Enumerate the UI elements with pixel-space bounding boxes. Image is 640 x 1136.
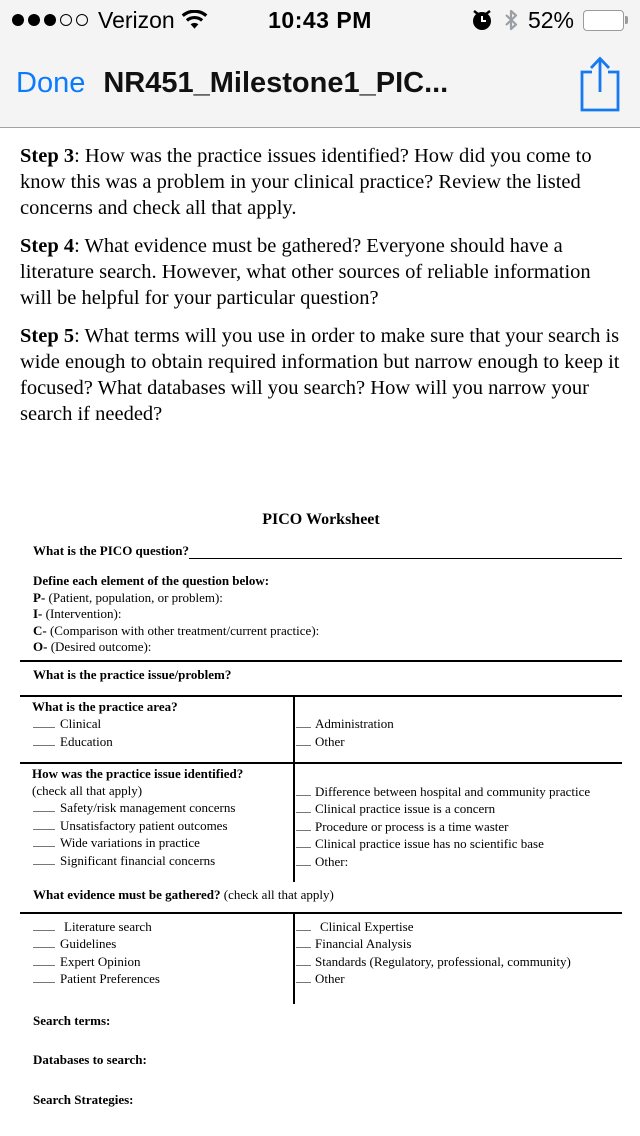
share-icon <box>577 54 623 114</box>
practice-area-row <box>20 697 622 765</box>
element-o-text: (Desired outcome): <box>47 639 152 654</box>
status-bar <box>0 0 640 40</box>
done-button[interactable]: Done <box>16 67 86 99</box>
signal-dot <box>28 14 40 26</box>
signal-dot <box>60 14 72 26</box>
pico-worksheet <box>20 512 622 1108</box>
status-left <box>12 7 252 34</box>
battery-icon <box>583 10 628 31</box>
checkbox-option <box>295 853 622 871</box>
step-5-label: Step 5 <box>20 325 75 347</box>
wifi-icon <box>181 10 208 31</box>
option-label: Other <box>315 971 345 986</box>
checkbox-option <box>20 953 293 971</box>
checkbox-option <box>295 918 622 936</box>
checkbox-blank <box>33 918 55 931</box>
option-label: Guidelines <box>60 936 117 951</box>
document-title: NR451_Milestone1_PIC... <box>103 67 449 99</box>
option-label: Significant financial concerns <box>60 852 216 868</box>
signal-dot <box>44 14 56 26</box>
signal-dot <box>76 14 88 26</box>
option-label: Other: <box>315 853 349 869</box>
step-5-text: : What terms will you use in order to make sure that your search is wide enough to obtain required information but narrow enough to keep it focused? What databases will you search? How will you narrow your search if needed? <box>20 325 620 425</box>
pico-question-row <box>20 543 622 560</box>
signal-dots-icon <box>12 14 88 26</box>
option-label: Literature search <box>64 918 152 934</box>
element-p-text: (Patient, population, or problem): <box>45 589 223 605</box>
step-4-label: Step 4 <box>20 235 75 257</box>
issue-identified-right-cell <box>295 764 622 882</box>
checkbox-option <box>20 970 293 988</box>
element-o-letter: O- <box>33 639 48 654</box>
step-4-text: : What evidence must be gathered? Everyone should have a literature search. However, what other sources of reliable information will be helpful for your particular question? <box>20 235 591 309</box>
checkbox-option <box>20 733 293 751</box>
checkbox-option <box>20 715 293 733</box>
nav-bar <box>0 40 640 128</box>
element-i-letter: I- <box>33 606 43 621</box>
checkbox-option <box>295 835 622 853</box>
practice-issue-heading: What is the practice issue/problem? <box>33 667 232 682</box>
element-c <box>33 623 622 640</box>
checkbox-blank <box>33 733 55 746</box>
pico-question-label: What is the PICO question? <box>33 542 190 558</box>
option-label: Difference between hospital and community practice <box>315 783 591 799</box>
element-i <box>33 606 622 623</box>
checkbox-blank <box>33 970 55 983</box>
option-label: Patient Preferences <box>60 971 160 986</box>
practice-area-right-cell <box>295 697 622 763</box>
checkbox-option <box>295 818 622 836</box>
checkbox-option <box>20 799 293 817</box>
databases-label: Databases to search: <box>33 1052 147 1067</box>
checkbox-blank <box>296 918 311 931</box>
checkbox-blank <box>296 935 311 948</box>
evidence-right-cell <box>295 914 622 1004</box>
checkbox-blank <box>296 715 311 728</box>
element-i-text: (Intervention): <box>42 606 122 621</box>
checkbox-blank <box>296 818 311 831</box>
checkbox-blank <box>296 783 311 796</box>
option-label: Clinical practice issue is a concern <box>315 801 496 816</box>
checkbox-option <box>20 817 293 835</box>
checkbox-blank <box>296 970 311 983</box>
checkbox-blank <box>33 953 55 966</box>
checkbox-option <box>295 800 622 818</box>
evidence-subheading: (check all that apply) <box>220 887 334 902</box>
bluetooth-icon <box>503 8 519 32</box>
option-label: Clinical practice issue has no scientific base <box>315 836 544 851</box>
worksheet-title: PICO Worksheet <box>262 511 380 528</box>
step-3-label: Step 3 <box>20 145 75 167</box>
document-viewer[interactable] <box>0 129 640 1136</box>
search-strategies-label: Search Strategies: <box>33 1091 134 1107</box>
element-p-letter: P- <box>33 589 46 605</box>
checkbox-blank <box>33 935 55 948</box>
checkbox-option <box>295 953 622 971</box>
checkbox-blank <box>33 715 55 728</box>
step-5-paragraph <box>20 323 622 427</box>
evidence-heading: What evidence must be gathered? <box>33 887 221 902</box>
option-label: Expert Opinion <box>60 953 141 969</box>
define-heading: Define each element of the question below: <box>33 573 270 588</box>
checkbox-blank <box>33 817 55 830</box>
checkbox-option <box>295 733 622 751</box>
option-label: Other <box>315 733 345 749</box>
option-label: Procedure or process is a time waster <box>315 818 509 834</box>
issue-identified-subheading: (check all that apply) <box>32 782 143 798</box>
element-c-letter: C- <box>33 622 47 638</box>
step-4-paragraph <box>20 233 622 311</box>
checkbox-blank <box>33 834 55 847</box>
checkbox-option <box>20 918 293 936</box>
option-label: Administration <box>315 716 394 731</box>
option-label: Standards (Regulatory, professional, community) <box>315 953 571 969</box>
carrier-label: Verizon <box>98 6 175 33</box>
checkbox-blank <box>296 835 311 848</box>
checkbox-option <box>20 834 293 852</box>
element-o <box>33 639 622 656</box>
define-elements-section <box>20 573 622 656</box>
checkbox-blank <box>296 800 311 813</box>
evidence-left-cell <box>20 914 295 1004</box>
checkbox-option <box>295 715 622 733</box>
checkbox-blank <box>296 953 311 966</box>
issue-identified-heading: How was the practice issue identified? <box>32 766 244 781</box>
option-label: Financial Analysis <box>315 936 412 951</box>
step-3-paragraph <box>20 143 622 221</box>
evidence-heading-row <box>20 887 622 904</box>
alarm-clock-icon <box>470 8 494 32</box>
option-label: Safety/risk management concerns <box>60 800 236 815</box>
step-3-text: : How was the practice issues identified? How did you come to know this was a problem in your clinical practice? Review the listed concerns and check all that apply. <box>20 145 592 219</box>
evidence-table <box>20 912 622 1004</box>
checkbox-option <box>20 852 293 870</box>
clock-label: 10:43 PM <box>268 6 372 33</box>
issue-identified-left-cell <box>20 764 295 882</box>
practice-area-heading: What is the practice area? <box>32 698 178 714</box>
share-button[interactable] <box>576 53 624 115</box>
checkbox-blank <box>296 853 311 866</box>
option-label: Unsatisfactory patient outcomes <box>60 817 228 833</box>
status-right <box>388 7 628 34</box>
pico-question-blank <box>189 545 622 559</box>
checkbox-blank <box>296 733 311 746</box>
practice-area-left-cell <box>20 697 295 763</box>
checkbox-option <box>295 783 622 801</box>
checkbox-option <box>20 935 293 953</box>
practice-area-table <box>20 695 622 883</box>
signal-dot <box>12 14 24 26</box>
option-label: Education <box>60 733 113 749</box>
checkbox-option <box>295 935 622 953</box>
option-label: Clinical <box>60 716 102 731</box>
checkbox-option <box>295 970 622 988</box>
option-label: Clinical Expertise <box>320 918 414 934</box>
divider-rule <box>20 660 622 663</box>
search-terms-label: Search terms: <box>33 1012 111 1028</box>
battery-percent-label: 52% <box>527 6 574 33</box>
checkbox-blank <box>33 852 55 865</box>
worksheet-footer <box>20 1013 622 1109</box>
element-c-text: (Comparison with other treatment/current practice): <box>46 622 320 638</box>
issue-identified-row <box>20 764 622 882</box>
option-label: Wide variations in practice <box>60 835 200 850</box>
checkbox-blank <box>33 799 55 812</box>
element-p <box>33 590 622 607</box>
